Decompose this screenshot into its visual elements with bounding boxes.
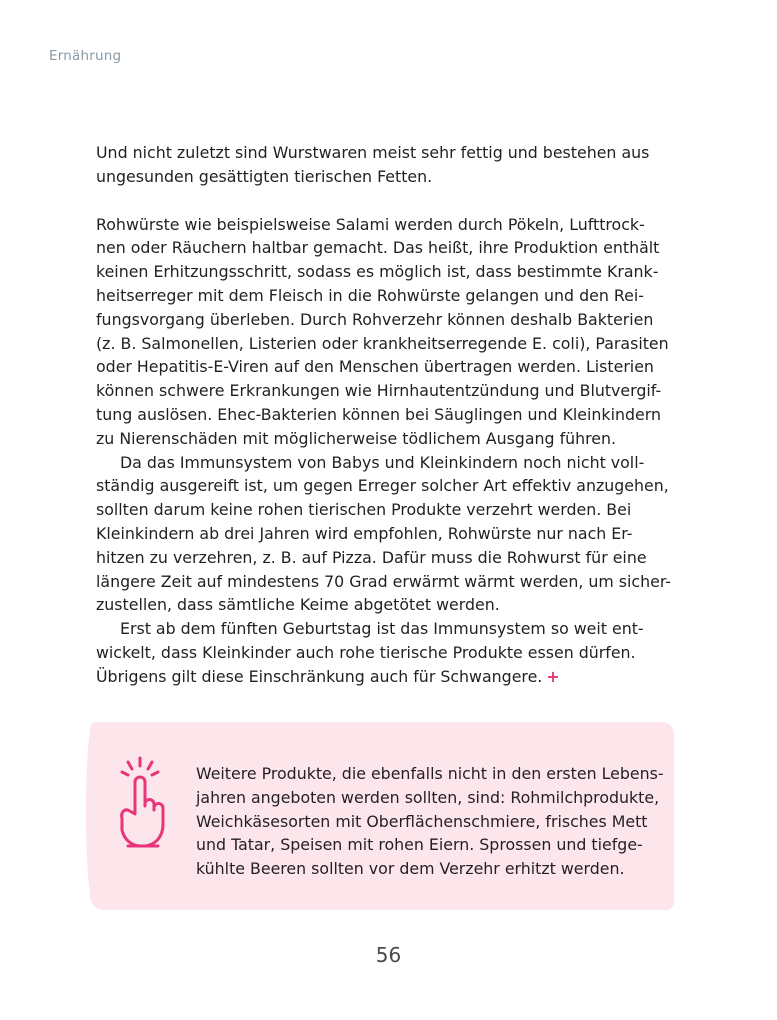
text-line-content: Übrigens gilt diese Einschränkung auch für Schwangere.	[96, 666, 543, 686]
text-line: ungesunden gesättigten tierischen Fetten.	[96, 166, 433, 186]
text-line: zustellen, dass sämtliche Keime abgetötet werden.	[96, 595, 500, 615]
text-line: und Tatar, Speisen mit rohen Eiern. Sprossen und tiefge-	[196, 835, 643, 855]
text-line: Da das Immunsystem von Babys und Kleinkindern noch nicht voll-	[120, 452, 645, 472]
text-line: nen oder Räuchern haltbar gemacht. Das heißt, ihre Produktion enthält	[96, 238, 660, 258]
text-line: tung auslösen. Ehec-Bakterien können bei Säuglingen und Kleinkindern	[96, 404, 661, 424]
paragraph-3	[96, 451, 676, 618]
text-line: kühlte Beeren sollten vor dem Verzehr erhitzt werden.	[196, 859, 625, 879]
text-line: fungsvorgang überleben. Durch Rohverzehr können deshalb Bakterien	[96, 309, 654, 329]
text-line: hitzen zu verzehren, z. B. auf Pizza. Dafür muss die Rohwurst für eine	[96, 547, 647, 567]
text-line: Weitere Produkte, die ebenfalls nicht in den ersten Lebens-	[196, 764, 664, 783]
text-line: sollten darum keine rohen tierischen Produkte verzehrt werden. Bei	[96, 500, 632, 520]
body-text	[96, 141, 676, 689]
text-line: ständig ausgereift ist, um gegen Erreger solcher Art effektiv anzugehen,	[96, 476, 669, 496]
pointing-finger-icon	[118, 752, 168, 852]
text-line: Rohwürste wie beispielsweise Salami werden durch Pökeln, Lufttrock-	[96, 214, 645, 234]
text-line: längere Zeit auf mindestens 70 Grad erwärmt wärmt werden, um sicher-	[96, 571, 672, 591]
running-header: Ernährung	[49, 48, 122, 64]
page-number: 56	[375, 943, 402, 967]
paragraph-1	[96, 141, 676, 189]
callout-paragraph	[196, 762, 666, 881]
text-line: Weichkäsesorten mit Oberflächenschmiere, frisches Mett	[196, 811, 648, 831]
text-line: Und nicht zuletzt sind Wurstwaren meist sehr fettig und bestehen aus	[96, 143, 650, 162]
paragraph-4	[96, 617, 676, 688]
text-line: zu Nierenschäden mit möglicherweise tödlichem Ausgang führen.	[96, 428, 617, 448]
text-line: Kleinkindern ab drei Jahren wird empfohlen, Rohwürste nur nach Er-	[96, 523, 633, 543]
text-line: keinen Erhitzungsschritt, sodass es möglich ist, dass bestimmte Krank-	[96, 262, 659, 282]
text-line: heitserreger mit dem Fleisch in die Rohwürste gelangen und den Rei-	[96, 285, 644, 305]
text-line: jahren angeboten werden sollten, sind: Rohmilchprodukte,	[196, 787, 660, 807]
text-line-last	[96, 665, 676, 689]
end-mark-plus: +	[546, 666, 560, 686]
text-line: (z. B. Salmonellen, Listerien oder krankheitserregende E. coli), Parasiten	[96, 333, 669, 353]
text-line: oder Hepatitis-E-Viren auf den Menschen übertragen werden. Listerien	[96, 357, 654, 377]
text-line: wickelt, dass Kleinkinder auch rohe tierische Produkte essen dürfen.	[96, 642, 636, 662]
text-line: können schwere Erkrankungen wie Hirnhautentzündung und Blutvergif-	[96, 381, 662, 401]
paragraph-2	[96, 213, 676, 451]
tip-callout-text	[196, 762, 666, 881]
text-line: Erst ab dem fünften Geburtstag ist das Immunsystem so weit ent-	[120, 619, 644, 639]
